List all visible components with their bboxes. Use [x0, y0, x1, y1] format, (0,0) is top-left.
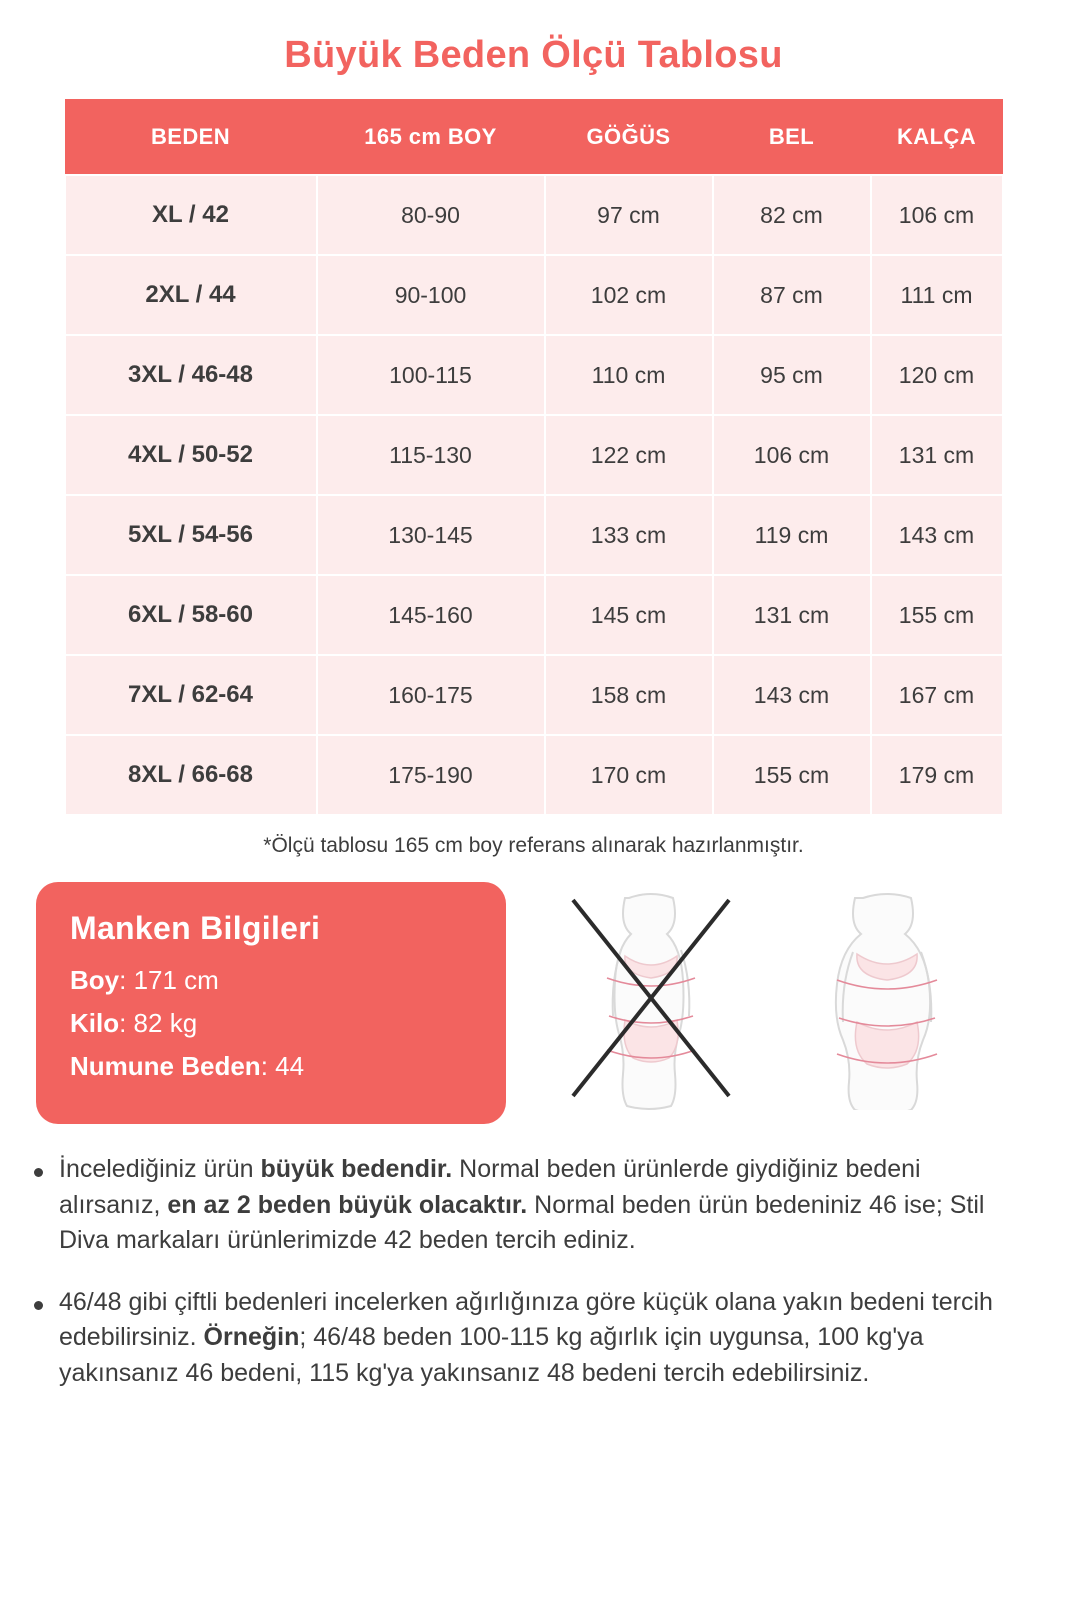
model-sample-size-label: Numune Beden [70, 1051, 261, 1082]
column-header-kalca: KALÇA [871, 99, 1003, 175]
cell-measure: 100-115 [317, 335, 545, 415]
text-fragment: Normal beden ürünlerde giydiğiniz bedeni alırsanız, [59, 1155, 921, 1219]
table-row [65, 255, 1003, 335]
bullet-dot-icon [34, 1168, 43, 1177]
table-footnote: *Ölçü tablosu 165 cm boy referans alınarak hazırlanmıştır. [263, 834, 804, 857]
cell-measure: 145-160 [317, 575, 545, 655]
column-header-gogus: GÖĞÜS [545, 99, 713, 175]
model-height-label: Boy [70, 965, 120, 995]
cell-measure: 102 cm [545, 255, 713, 335]
cell-measure: 82 cm [713, 175, 871, 255]
notes-list [0, 1152, 1067, 1391]
model-weight-row [70, 1008, 476, 1039]
cell-size: 3XL / 46-48 [65, 335, 317, 415]
cell-measure: 110 cm [545, 335, 713, 415]
model-height-row [70, 965, 476, 996]
cell-measure: 170 cm [545, 735, 713, 815]
cell-measure: 155 cm [713, 735, 871, 815]
cell-size: 6XL / 58-60 [65, 575, 317, 655]
cell-measure: 167 cm [871, 655, 1003, 735]
cell-measure: 160-175 [317, 655, 545, 735]
cell-size: 7XL / 62-64 [65, 655, 317, 735]
page-title: Büyük Beden Ölçü Tablosu [284, 34, 783, 76]
table-row [65, 335, 1003, 415]
cell-size: 4XL / 50-52 [65, 415, 317, 495]
text-fragment: 46/48 gibi çiftli bedenleri incelerken ağırlığınıza göre küçük olana yakın bedeni tercih edebilirsiniz. [59, 1287, 993, 1351]
text-fragment: ; 46/48 beden 100-115 kg ağırlık için uygunsa, 100 kg'ya yakınsanız 46 bedeni, 115 kg'ya yakınsanız 48 bedeni tercih edebilirsiniz. [59, 1323, 924, 1387]
list-item [34, 1152, 1027, 1259]
model-height-value: : 171 cm [119, 965, 219, 995]
column-header-boy: 165 cm BOY [317, 99, 545, 175]
cell-measure: 131 cm [713, 575, 871, 655]
cell-measure: 133 cm [545, 495, 713, 575]
column-header-beden: BEDEN [65, 99, 317, 175]
body-figures [506, 882, 1031, 1110]
column-header-bel: BEL [713, 99, 871, 175]
model-info-section [0, 882, 1067, 1124]
text-fragment: İncelediğiniz ürün [59, 1155, 261, 1183]
cell-measure: 155 cm [871, 575, 1003, 655]
list-item-text [59, 1285, 1027, 1392]
table-row [65, 415, 1003, 495]
cell-measure: 143 cm [713, 655, 871, 735]
text-fragment: Normal beden ürün bedeniniz 46 ise; Stil Diva markaları ürünlerimizde 42 beden tercih ediniz. [59, 1190, 985, 1254]
model-sample-size-value: : 44 [260, 1051, 305, 1082]
cell-measure: 158 cm [545, 655, 713, 735]
cell-measure: 120 cm [871, 335, 1003, 415]
model-info-card [36, 882, 506, 1124]
text-fragment: Örneğin [203, 1323, 300, 1351]
table-header-row [65, 99, 1003, 175]
model-sample-size-row [70, 1051, 476, 1082]
cell-measure: 130-145 [317, 495, 545, 575]
text-fragment: büyük bedendir. [260, 1155, 453, 1183]
cell-measure: 119 cm [713, 495, 871, 575]
cell-measure: 175-190 [317, 735, 545, 815]
list-item [34, 1285, 1027, 1392]
size-chart-table [64, 99, 1004, 816]
cell-measure: 106 cm [871, 175, 1003, 255]
cell-size: 2XL / 44 [65, 255, 317, 335]
cell-measure: 97 cm [545, 175, 713, 255]
cell-measure: 143 cm [871, 495, 1003, 575]
slim-figure-crossed-out-icon [551, 890, 751, 1110]
cell-measure: 90-100 [317, 255, 545, 335]
table-row [65, 735, 1003, 815]
cell-measure: 122 cm [545, 415, 713, 495]
cell-measure: 179 cm [871, 735, 1003, 815]
table-row [65, 655, 1003, 735]
cell-measure: 131 cm [871, 415, 1003, 495]
model-weight-value: : 82 kg [119, 1008, 198, 1039]
table-row [65, 575, 1003, 655]
cell-measure: 95 cm [713, 335, 871, 415]
cell-size: 8XL / 66-68 [65, 735, 317, 815]
cell-measure: 115-130 [317, 415, 545, 495]
cell-measure: 87 cm [713, 255, 871, 335]
cell-measure: 111 cm [871, 255, 1003, 335]
cell-size: 5XL / 54-56 [65, 495, 317, 575]
model-card-heading: Manken Bilgileri [70, 910, 321, 946]
bullet-dot-icon [34, 1301, 43, 1310]
table-row [65, 175, 1003, 255]
text-fragment: en az 2 beden büyük olacaktır. [167, 1190, 528, 1219]
list-item-text [59, 1152, 1027, 1259]
model-weight-label: Kilo [70, 1008, 120, 1039]
cell-measure: 145 cm [545, 575, 713, 655]
plus-size-figure-icon [787, 890, 987, 1110]
table-row [65, 495, 1003, 575]
cell-size: XL / 42 [65, 175, 317, 255]
cell-measure: 80-90 [317, 175, 545, 255]
cell-measure: 106 cm [713, 415, 871, 495]
